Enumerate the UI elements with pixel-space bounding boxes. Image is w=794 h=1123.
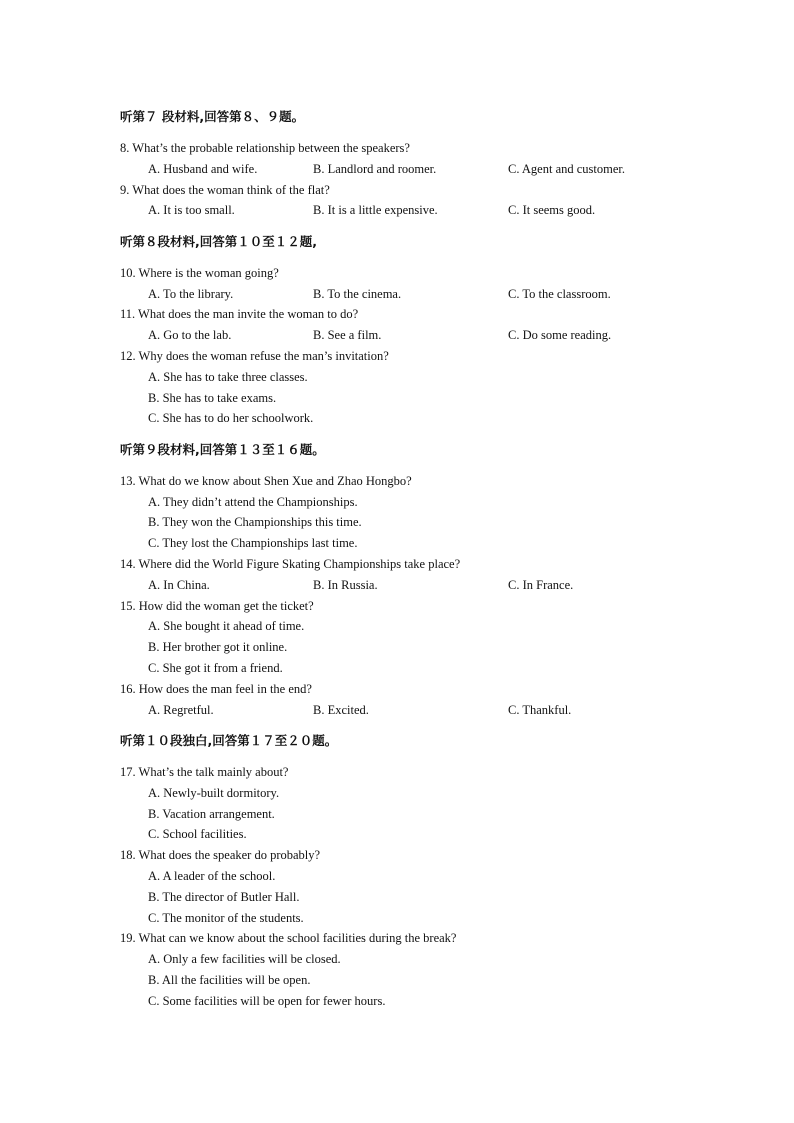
option-a: A. Only a few facilities will be closed. xyxy=(148,952,341,966)
option-a: A. Husband and wife. xyxy=(148,162,258,176)
option-b: B. In Russia. xyxy=(313,578,378,592)
question-stem: 15. How did the woman get the ticket? xyxy=(120,599,314,613)
section-heading: 听第８段材料,回答第１０至１２题, xyxy=(120,234,317,249)
option-c: C. To the classroom. xyxy=(508,287,611,301)
question-stem: 19. What can we know about the school facilities during the break? xyxy=(120,931,457,945)
question-stem: 10. Where is the woman going? xyxy=(120,266,279,280)
question-stem: 8. What’s the probable relationship between the speakers? xyxy=(120,141,410,155)
option-b: B. It is a little expensive. xyxy=(313,203,438,217)
option-a: A. It is too small. xyxy=(148,203,235,217)
option-b: B. The director of Butler Hall. xyxy=(148,890,300,904)
option-c: C. Some facilities will be open for fewer hours. xyxy=(148,994,386,1008)
section-heading: 听第７ 段材料,回答第８、９题。 xyxy=(120,109,305,124)
option-c: C. She has to do her schoolwork. xyxy=(148,411,314,425)
option-b: B. She has to take exams. xyxy=(148,391,277,405)
option-a: A. Regretful. xyxy=(148,703,214,717)
option-a: A. To the library. xyxy=(148,287,234,301)
option-c: C. In France. xyxy=(508,578,574,592)
section-heading: 听第１０段独白,回答第１７至２０题。 xyxy=(120,733,338,748)
option-a: A. A leader of the school. xyxy=(148,869,276,883)
option-b: B. See a film. xyxy=(313,328,382,342)
option-b: B. They won the Championships this time. xyxy=(148,515,362,529)
question-stem: 11. What does the man invite the woman to do? xyxy=(120,307,359,321)
option-c: C. School facilities. xyxy=(148,827,247,841)
question-stem: 18. What does the speaker do probably? xyxy=(120,848,321,862)
option-a: A. Go to the lab. xyxy=(148,328,232,342)
option-a: A. They didn’t attend the Championships. xyxy=(148,495,358,509)
option-b: B. Landlord and roomer. xyxy=(313,162,437,176)
question-stem: 12. Why does the woman refuse the man’s invitation? xyxy=(120,349,389,363)
option-c: C. It seems good. xyxy=(508,203,596,217)
option-a: A. She has to take three classes. xyxy=(148,370,308,384)
option-b: B. Her brother got it online. xyxy=(148,640,288,654)
option-c: C. She got it from a friend. xyxy=(148,661,283,675)
option-c: C. Agent and customer. xyxy=(508,162,625,176)
option-a: A. She bought it ahead of time. xyxy=(148,619,305,633)
option-b: B. All the facilities will be open. xyxy=(148,973,311,987)
question-stem: 9. What does the woman think of the flat? xyxy=(120,183,330,197)
option-b: B. To the cinema. xyxy=(313,287,402,301)
question-stem: 17. What’s the talk mainly about? xyxy=(120,765,289,779)
question-stem: 13. What do we know about Shen Xue and Zhao Hongbo? xyxy=(120,474,412,488)
option-c: C. Thankful. xyxy=(508,703,572,717)
option-a: A. In China. xyxy=(148,578,210,592)
option-a: A. Newly-built dormitory. xyxy=(148,786,280,800)
option-c: C. Do some reading. xyxy=(508,328,612,342)
question-stem: 16. How does the man feel in the end? xyxy=(120,682,312,696)
option-b: B. Vacation arrangement. xyxy=(148,807,275,821)
option-c: C. They lost the Championships last time. xyxy=(148,536,358,550)
option-b: B. Excited. xyxy=(313,703,369,717)
question-stem: 14. Where did the World Figure Skating Championships take place? xyxy=(120,557,461,571)
option-c: C. The monitor of the students. xyxy=(148,911,304,925)
section-heading: 听第９段材料,回答第１３至１６题。 xyxy=(120,442,325,457)
